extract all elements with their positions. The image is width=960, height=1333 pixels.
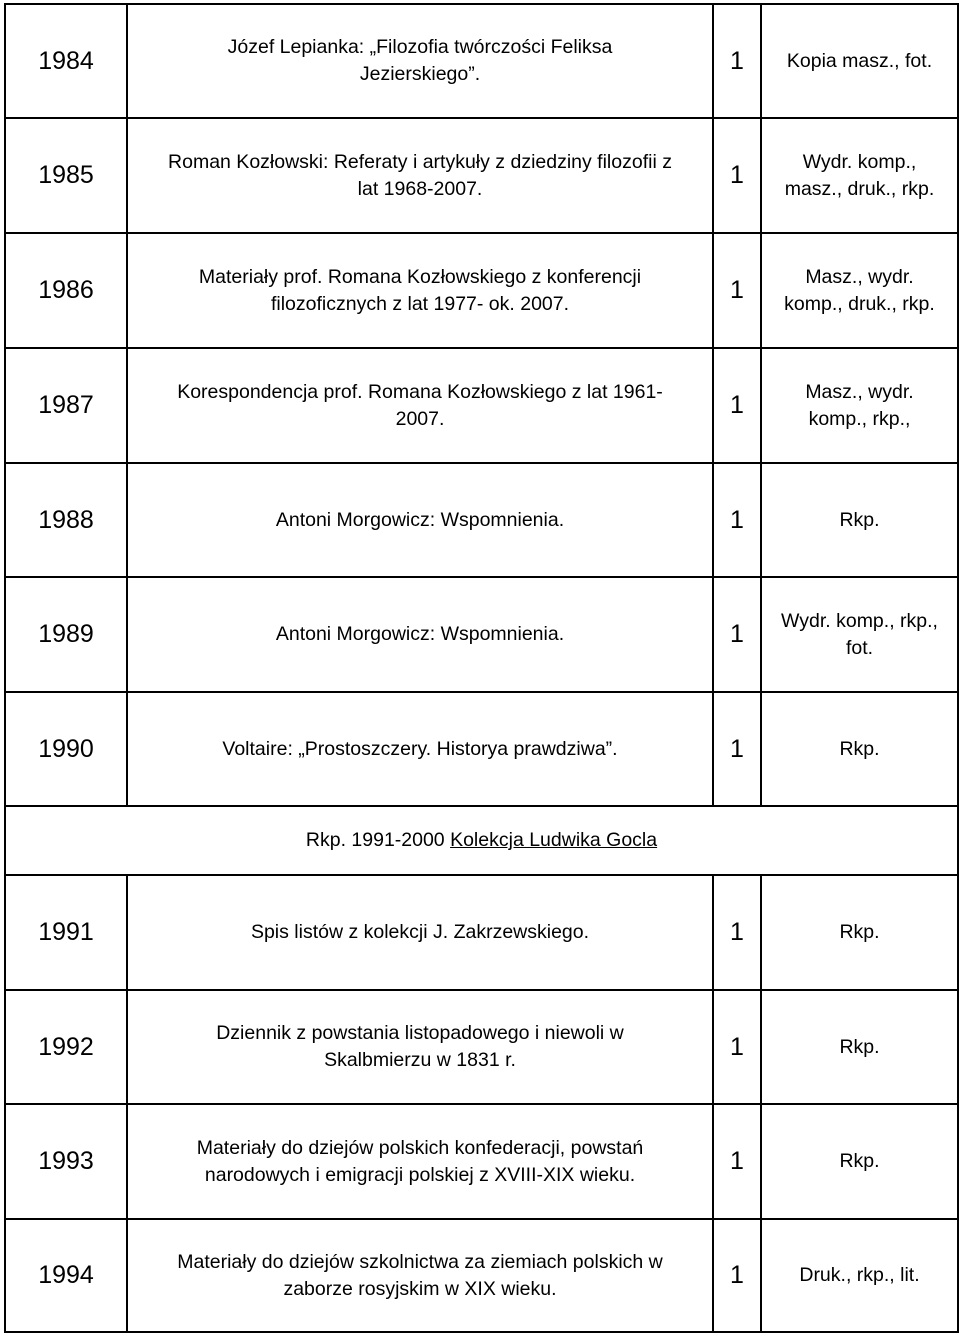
form-line: komp., rkp., (808, 407, 911, 430)
item-form (761, 118, 958, 233)
item-quantity: 1 (713, 577, 761, 692)
item-number: 1986 (5, 233, 127, 348)
title-line: filozoficznych z lat 1977- ok. 2007. (270, 292, 570, 315)
item-number: 1985 (5, 118, 127, 233)
item-form (761, 233, 958, 348)
form-line: Masz., wydr. (805, 265, 914, 288)
item-title (127, 990, 713, 1104)
item-title (127, 233, 713, 348)
item-title (127, 1104, 713, 1219)
item-title (127, 1219, 713, 1332)
item-quantity: 1 (713, 1219, 761, 1332)
item-number: 1990 (5, 692, 127, 806)
title-line: Spis listów z kolekcji J. Zakrzewskiego. (250, 921, 590, 943)
item-title (127, 692, 713, 806)
form-line: Rkp. (839, 1150, 880, 1172)
title-line: 2007. (395, 407, 445, 430)
form-line: fot. (845, 636, 874, 659)
form-line: Masz., wydr. (805, 380, 914, 403)
item-title (127, 577, 713, 692)
item-number: 1988 (5, 463, 127, 577)
section-prefix: Rkp. 1991-2000 (305, 829, 451, 851)
title-line: Korespondencja prof. Romana Kozłowskiego z lat 1961- (177, 380, 663, 403)
table-row (5, 990, 958, 1104)
title-line: Józef Lepianka: „Filozofia twórczości Feliksa (227, 36, 613, 58)
item-quantity: 1 (713, 463, 761, 577)
title-line: Materiały prof. Romana Kozłowskiego z konferencji (198, 265, 642, 288)
form-line: Wydr. komp., (802, 150, 917, 173)
item-form (761, 4, 958, 118)
form-line: Rkp. (839, 508, 880, 531)
item-form (761, 990, 958, 1104)
table-row (5, 692, 958, 806)
item-quantity: 1 (713, 118, 761, 233)
item-title (127, 463, 713, 577)
title-line: Skalbmierzu w 1831 r. (324, 1049, 516, 1071)
form-line: Kopia masz., fot. (786, 49, 933, 72)
title-line: Antoni Morgowicz: Wspomnienia. (275, 508, 565, 531)
item-quantity: 1 (713, 1104, 761, 1219)
table-row (5, 1219, 958, 1332)
title-line: Antoni Morgowicz: Wspomnienia. (275, 623, 565, 645)
title-line: Materiały do dziejów polskich konfederacji, powstań (196, 1136, 644, 1159)
item-form (761, 1104, 958, 1219)
item-quantity: 1 (713, 875, 761, 990)
table-row (5, 1104, 958, 1219)
inventory-table (4, 3, 959, 1333)
title-line: zaborze rosyjskim w XIX wieku. (283, 1277, 557, 1300)
item-number: 1991 (5, 875, 127, 990)
table-row (5, 233, 958, 348)
table-row (5, 348, 958, 463)
table-row (5, 4, 958, 118)
form-line: Wydr. komp., rkp., (781, 609, 938, 632)
item-quantity: 1 (713, 348, 761, 463)
title-line: narodowych i emigracji polskiej z XVIII-XIX wieku. (204, 1163, 636, 1186)
table-row (5, 577, 958, 692)
title-line: Roman Kozłowski: Referaty i artykuły z dziedziny filozofii z (168, 150, 672, 173)
section-header-row (5, 806, 958, 875)
item-form (761, 348, 958, 463)
item-form (761, 1219, 958, 1332)
title-line: Voltaire: „Prostoszczery. Historya prawdziwa”. (222, 737, 618, 760)
form-line: komp., druk., rkp. (784, 292, 935, 315)
title-line: Dziennik z powstania listopadowego i niewoli w (216, 1022, 624, 1044)
item-number: 1989 (5, 577, 127, 692)
item-title (127, 4, 713, 118)
item-number: 1992 (5, 990, 127, 1104)
form-line: Rkp. (839, 921, 880, 943)
item-title (127, 118, 713, 233)
item-number: 1994 (5, 1219, 127, 1332)
item-form (761, 692, 958, 806)
title-line: Jezierskiego”. (359, 63, 481, 85)
form-line: Rkp. (839, 737, 880, 760)
item-quantity: 1 (713, 990, 761, 1104)
form-line: Rkp. (839, 1035, 880, 1058)
section-header (5, 806, 958, 875)
item-form (761, 875, 958, 990)
item-title (127, 875, 713, 990)
table-row (5, 463, 958, 577)
title-line: Materiały do dziejów szkolnictwa za ziemiach polskich w (177, 1250, 663, 1273)
item-quantity: 1 (713, 692, 761, 806)
title-line: lat 1968-2007. (357, 177, 483, 200)
item-number: 1984 (5, 4, 127, 118)
item-form (761, 463, 958, 577)
item-number: 1987 (5, 348, 127, 463)
item-quantity: 1 (713, 4, 761, 118)
collection-name: Kolekcja Ludwika Gocla (450, 829, 658, 851)
item-number: 1993 (5, 1104, 127, 1219)
table-row (5, 875, 958, 990)
item-quantity: 1 (713, 233, 761, 348)
item-title (127, 348, 713, 463)
item-form (761, 577, 958, 692)
table-row (5, 118, 958, 233)
form-line: masz., druk., rkp. (784, 177, 935, 200)
form-line: Druk., rkp., lit. (799, 1264, 920, 1286)
